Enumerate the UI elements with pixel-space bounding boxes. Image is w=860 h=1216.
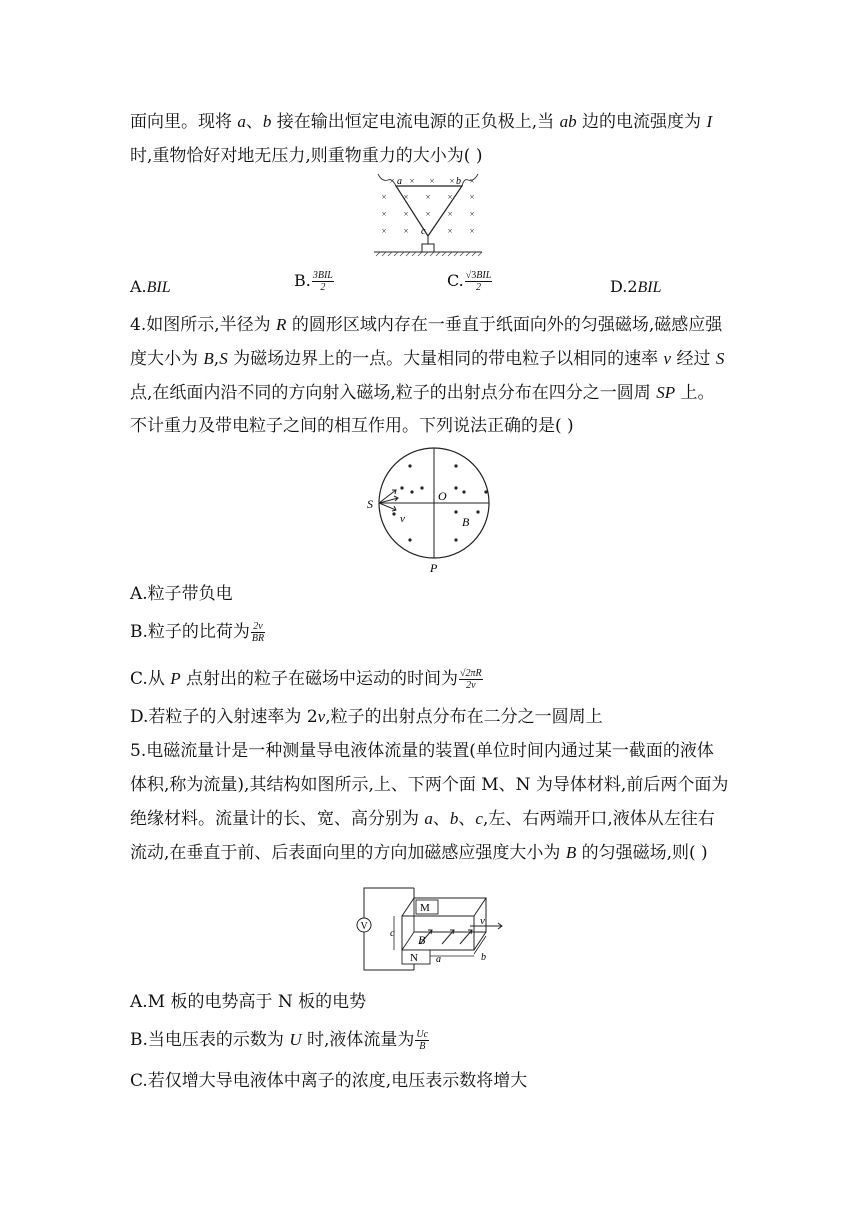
q3-option-d[interactable]: D.2BIL — [610, 277, 662, 296]
q4-line-3: 点,在纸面内沿不同的方向射入磁场,粒子的出射点分布在四分之一圆周 SP 上。 — [130, 383, 715, 403]
svg-text:×: × — [469, 192, 475, 202]
svg-text:×: × — [381, 192, 387, 202]
q4-option-c[interactable]: C.从 P 点射出的粒子在磁场中运动的时间为 $\frac{√2\pi R}{2v}$ — [130, 668, 482, 691]
svg-text:×: × — [403, 192, 409, 202]
q3-figure — [370, 172, 490, 260]
q5-option-c[interactable]: C.若仅增大导电液体中离子的浓度,电压表示数将增大 — [130, 1071, 528, 1091]
label-b: b — [481, 952, 486, 963]
label-a: a — [436, 954, 441, 965]
label-c: c — [421, 226, 426, 237]
svg-text:×: × — [389, 176, 395, 186]
q5-figure — [350, 878, 510, 974]
svg-text:×: × — [449, 176, 455, 186]
q5-option-a[interactable]: A.M 板的电势高于 N 板的电势 — [130, 992, 367, 1012]
box-top — [402, 898, 486, 916]
q4-option-d[interactable]: D.若粒子的入射速率为 2v,粒子的出射点分布在二分之一圆周上 — [130, 707, 603, 727]
q4-line-1: 4.如图所示,半径为 R 的圆形区域内存在一垂直于纸面向外的匀强磁场,磁感应强 — [130, 315, 723, 335]
svg-text:×: × — [429, 176, 435, 186]
svg-text:×: × — [403, 226, 409, 236]
q3-option-c[interactable]: C. $\frac{\text{√3BIL}}{2}$ — [447, 270, 492, 293]
svg-text:×: × — [425, 209, 431, 219]
ground-hatch — [376, 252, 482, 256]
label-v: v — [400, 513, 405, 525]
q4-line-4: 不计重力及带电粒子之间的相互作用。下列说法正确的是( ) — [130, 416, 574, 436]
q3-line-2: 时,重物恰好对地无压力,则重物重力的大小为( ) — [130, 146, 483, 166]
svg-text:×: × — [469, 209, 475, 219]
svg-text:×: × — [409, 176, 415, 186]
label-B: B — [462, 515, 470, 529]
q5-line-1: 5.电磁流量计是一种测量导电液体流量的装置(单位时间内通过某一截面的液体 — [130, 741, 714, 761]
label-P: P — [430, 561, 438, 575]
q4-option-b[interactable]: B.粒子的比荷为 $\frac{2v}{BR}$ — [130, 621, 265, 644]
q4-line-2: 度大小为 B,S 为磁场边界上的一点。大量相同的带电粒子以相同的速率 v 经过 S — [130, 349, 725, 369]
label-O: O — [438, 489, 447, 503]
label-N: N — [410, 952, 418, 964]
label-M: M — [420, 902, 430, 914]
svg-text:×: × — [447, 192, 453, 202]
q5-line-3: 绝缘材料。流量计的长、宽、高分别为 a、b、c,左、右两端开口,液体从左往右 — [130, 809, 715, 829]
svg-text:×: × — [425, 192, 431, 202]
weight-block — [422, 244, 434, 252]
label-b: b — [456, 176, 461, 187]
label-v: v — [480, 915, 485, 927]
svg-text:×: × — [447, 209, 453, 219]
q5-line-2: 体积,称为流量),其结构如图所示,上、下两个面 M、N 为导体材料,前后两个面为 — [130, 775, 729, 795]
q3-option-a[interactable]: A.BIL — [130, 277, 171, 296]
q3-option-b[interactable]: B. $\frac{\text{3BIL}}{2}$ — [294, 270, 333, 293]
svg-text:×: × — [447, 226, 453, 236]
svg-text:×: × — [381, 226, 387, 236]
label-S: S — [367, 497, 373, 511]
q3-line-1: 面向里。现将 a、b 接在输出恒定电流电源的正负极上,当 ab 边的电流强度为 I — [130, 112, 713, 132]
q4-figure — [364, 448, 504, 574]
q5-option-b[interactable]: B.当电压表的示数为 U 时,液体流量为 $\frac{Uc}{B}$ — [130, 1029, 429, 1052]
q4-option-a[interactable]: A.粒子带负电 — [130, 584, 233, 604]
svg-text:×: × — [403, 209, 409, 219]
velocity-arrows — [379, 490, 398, 511]
svg-text:×: × — [381, 209, 387, 219]
label-c: c — [390, 928, 395, 939]
q5-line-4: 流动,在垂直于前、后表面向里的方向加磁感应强度大小为 B 的匀强磁场,则( ) — [130, 843, 708, 863]
label-V: V — [360, 921, 368, 932]
label-B: B — [418, 933, 426, 947]
label-a: a — [397, 176, 402, 187]
svg-text:×: × — [469, 176, 475, 186]
svg-text:×: × — [469, 226, 475, 236]
